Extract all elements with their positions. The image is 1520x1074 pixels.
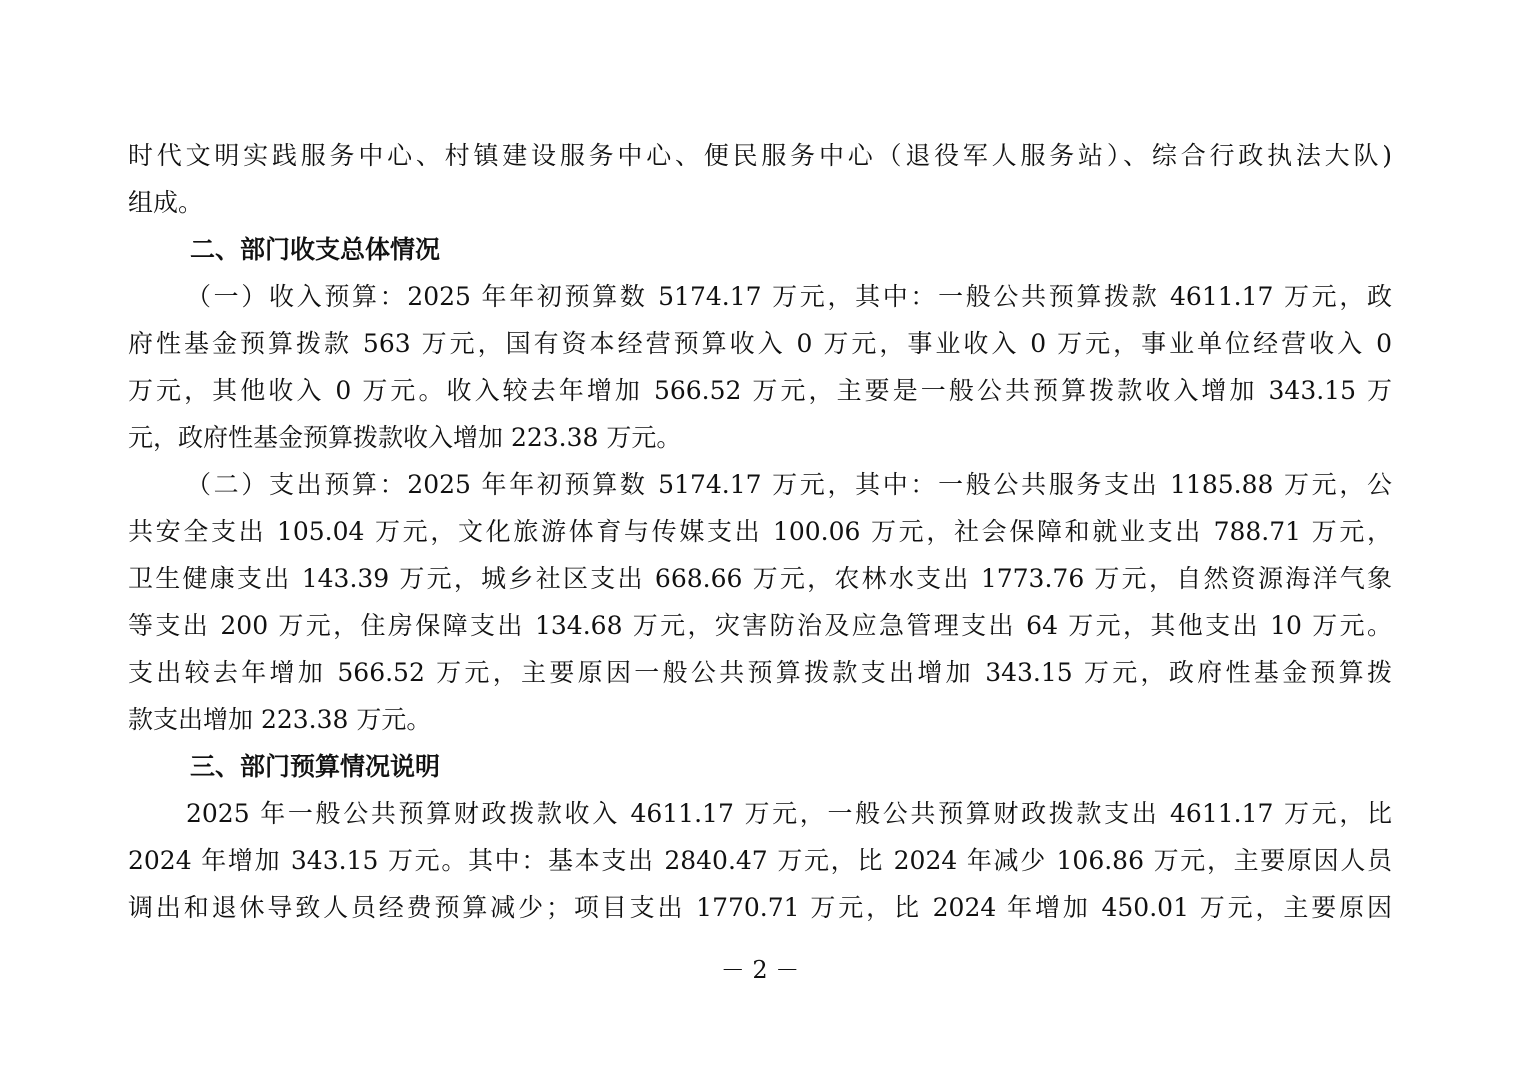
paragraph-line: （一）收入预算：2025 年年初预算数 5174.17 万元，其中：一般公共预算拨款 4611.17 万元，政: [186, 282, 1392, 311]
paragraph-line: 卫生健康支出 143.39 万元，城乡社区支出 668.66 万元，农林水支出 1773.76 万元，自然资源海洋气象: [128, 564, 1392, 593]
document-body: [128, 132, 1392, 931]
paragraph-line: 组成。: [128, 188, 204, 217]
paragraph-line: 元，政府性基金预算拨款收入增加 223.38 万元。: [128, 423, 682, 452]
paragraph-line: 2025 年一般公共预算财政拨款收入 4611.17 万元，一般公共预算财政拨款支出 4611.17 万元，比: [186, 799, 1392, 828]
section-heading: 三、部门预算情况说明: [190, 752, 441, 781]
paragraph-line: 万元，其他收入 0 万元。收入较去年增加 566.52 万元，主要是一般公共预算拨款收入增加 343.15 万: [128, 376, 1392, 405]
section-heading: 二、部门收支总体情况: [190, 235, 441, 264]
paragraph-line: 2024 年增加 343.15 万元。其中：基本支出 2840.47 万元，比 2024 年减少 106.86 万元，主要原因人员: [128, 846, 1392, 875]
paragraph-line: （二）支出预算：2025 年年初预算数 5174.17 万元，其中：一般公共服务支出 1185.88 万元，公: [186, 470, 1392, 499]
paragraph-line: 府性基金预算拨款 563 万元，国有资本经营预算收入 0 万元，事业收入 0 万元，事业单位经营收入 0: [128, 329, 1392, 358]
page-number: － 2 －: [720, 956, 800, 984]
paragraph-line: 支出较去年增加 566.52 万元，主要原因一般公共预算拨款支出增加 343.15 万元，政府性基金预算拨: [128, 658, 1392, 687]
paragraph-line: 时代文明实践服务中心、村镇建设服务中心、便民服务中心（退役军人服务站）、综合行政执法大队): [128, 141, 1392, 170]
paragraph-line: 等支出 200 万元，住房保障支出 134.68 万元，灾害防治及应急管理支出 64 万元，其他支出 10 万元。: [128, 611, 1392, 640]
paragraph-line: 调出和退休导致人员经费预算减少；项目支出 1770.71 万元，比 2024 年增加 450.01 万元，主要原因: [128, 893, 1392, 922]
paragraph-line: 款支出增加 223.38 万元。: [128, 705, 432, 734]
paragraph-line: 共安全支出 105.04 万元，文化旅游体育与传媒支出 100.06 万元，社会保障和就业支出 788.71 万元，: [128, 517, 1392, 546]
